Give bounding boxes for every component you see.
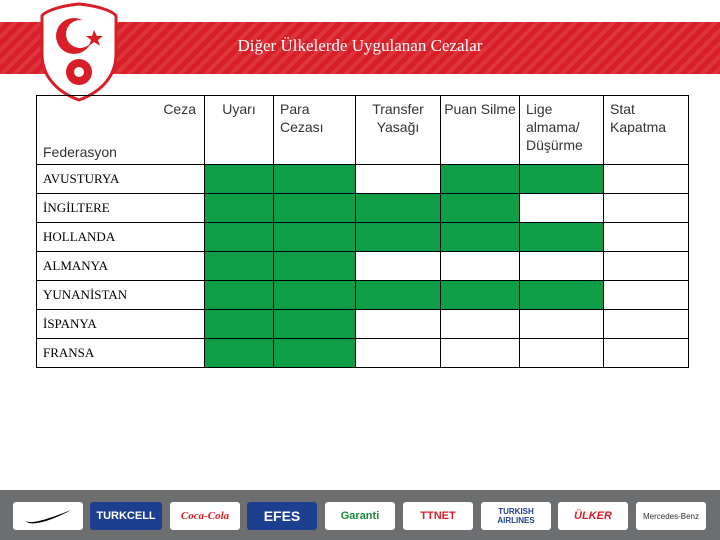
corner-top-label: Ceza <box>163 101 196 117</box>
column-header: Uyarı <box>205 96 274 165</box>
penalty-not-applied-cell <box>441 339 520 368</box>
penalty-not-applied-cell <box>520 310 604 339</box>
sponsor-logo: Mercedes-Benz <box>636 502 706 530</box>
penalty-applied-cell <box>205 252 274 281</box>
penalty-not-applied-cell <box>441 310 520 339</box>
penalty-not-applied-cell <box>356 252 441 281</box>
sponsor-logo: TTNET <box>403 502 473 530</box>
penalty-not-applied-cell <box>520 252 604 281</box>
country-cell: İNGİLTERE <box>37 194 205 223</box>
country-cell: İSPANYA <box>37 310 205 339</box>
penalty-applied-cell <box>205 339 274 368</box>
table-row <box>37 281 689 310</box>
sponsor-logo: TURKCELL <box>90 502 162 530</box>
table-row <box>37 252 689 281</box>
penalties-table <box>36 95 689 368</box>
sponsor-logo: EFES <box>247 502 317 530</box>
federation-crest-icon <box>38 2 120 102</box>
penalty-not-applied-cell <box>441 252 520 281</box>
penalty-applied-cell <box>274 339 356 368</box>
penalty-not-applied-cell <box>604 252 689 281</box>
penalty-not-applied-cell <box>356 310 441 339</box>
table-row <box>37 310 689 339</box>
table-header-row <box>37 96 689 165</box>
country-cell: HOLLANDA <box>37 223 205 252</box>
penalty-applied-cell <box>441 223 520 252</box>
column-header: Para Cezası <box>274 96 356 165</box>
penalty-not-applied-cell <box>604 194 689 223</box>
penalty-not-applied-cell <box>604 223 689 252</box>
page-title: Diğer Ülkelerde Uygulanan Cezalar <box>237 36 483 55</box>
table-row <box>37 194 689 223</box>
penalty-applied-cell <box>441 165 520 194</box>
penalty-applied-cell <box>274 310 356 339</box>
penalty-applied-cell <box>205 310 274 339</box>
table-row <box>37 339 689 368</box>
penalty-applied-cell <box>356 194 441 223</box>
sponsor-logo: ÜLKER <box>558 502 628 530</box>
penalty-applied-cell <box>356 223 441 252</box>
penalty-applied-cell <box>520 165 604 194</box>
penalty-not-applied-cell <box>520 194 604 223</box>
penalty-applied-cell <box>205 165 274 194</box>
penalty-applied-cell <box>274 252 356 281</box>
country-cell: FRANSA <box>37 339 205 368</box>
penalty-not-applied-cell <box>604 165 689 194</box>
country-cell: YUNANİSTAN <box>37 281 205 310</box>
penalty-applied-cell <box>205 194 274 223</box>
penalty-not-applied-cell <box>604 339 689 368</box>
column-header: Lige almama/ Düşürme <box>520 96 604 165</box>
column-header: Transfer Yasağı <box>356 96 441 165</box>
penalty-applied-cell <box>356 281 441 310</box>
sponsor-logo: Coca-Cola <box>170 502 240 530</box>
corner-bottom-label: Federasyon <box>43 144 117 160</box>
penalty-not-applied-cell <box>356 339 441 368</box>
penalty-applied-cell <box>520 223 604 252</box>
penalty-not-applied-cell <box>604 310 689 339</box>
column-header: Puan Silme <box>441 96 520 165</box>
penalty-not-applied-cell <box>356 165 441 194</box>
country-cell: ALMANYA <box>37 252 205 281</box>
penalty-applied-cell <box>205 281 274 310</box>
column-header: Stat Kapatma <box>604 96 689 165</box>
penalty-not-applied-cell <box>520 339 604 368</box>
sponsor-logo: Garanti <box>325 502 395 530</box>
country-cell: AVUSTURYA <box>37 165 205 194</box>
penalty-applied-cell <box>441 194 520 223</box>
penalty-applied-cell <box>274 223 356 252</box>
sponsor-logo: TURKISH AIRLINES <box>481 502 551 530</box>
table-row <box>37 165 689 194</box>
penalty-applied-cell <box>520 281 604 310</box>
penalty-applied-cell <box>274 281 356 310</box>
nike-logo-icon <box>13 502 83 530</box>
corner-header-cell <box>37 96 205 165</box>
penalty-applied-cell <box>205 223 274 252</box>
penalty-applied-cell <box>274 194 356 223</box>
table-row <box>37 223 689 252</box>
penalty-applied-cell <box>441 281 520 310</box>
penalty-not-applied-cell <box>604 281 689 310</box>
penalty-applied-cell <box>274 165 356 194</box>
